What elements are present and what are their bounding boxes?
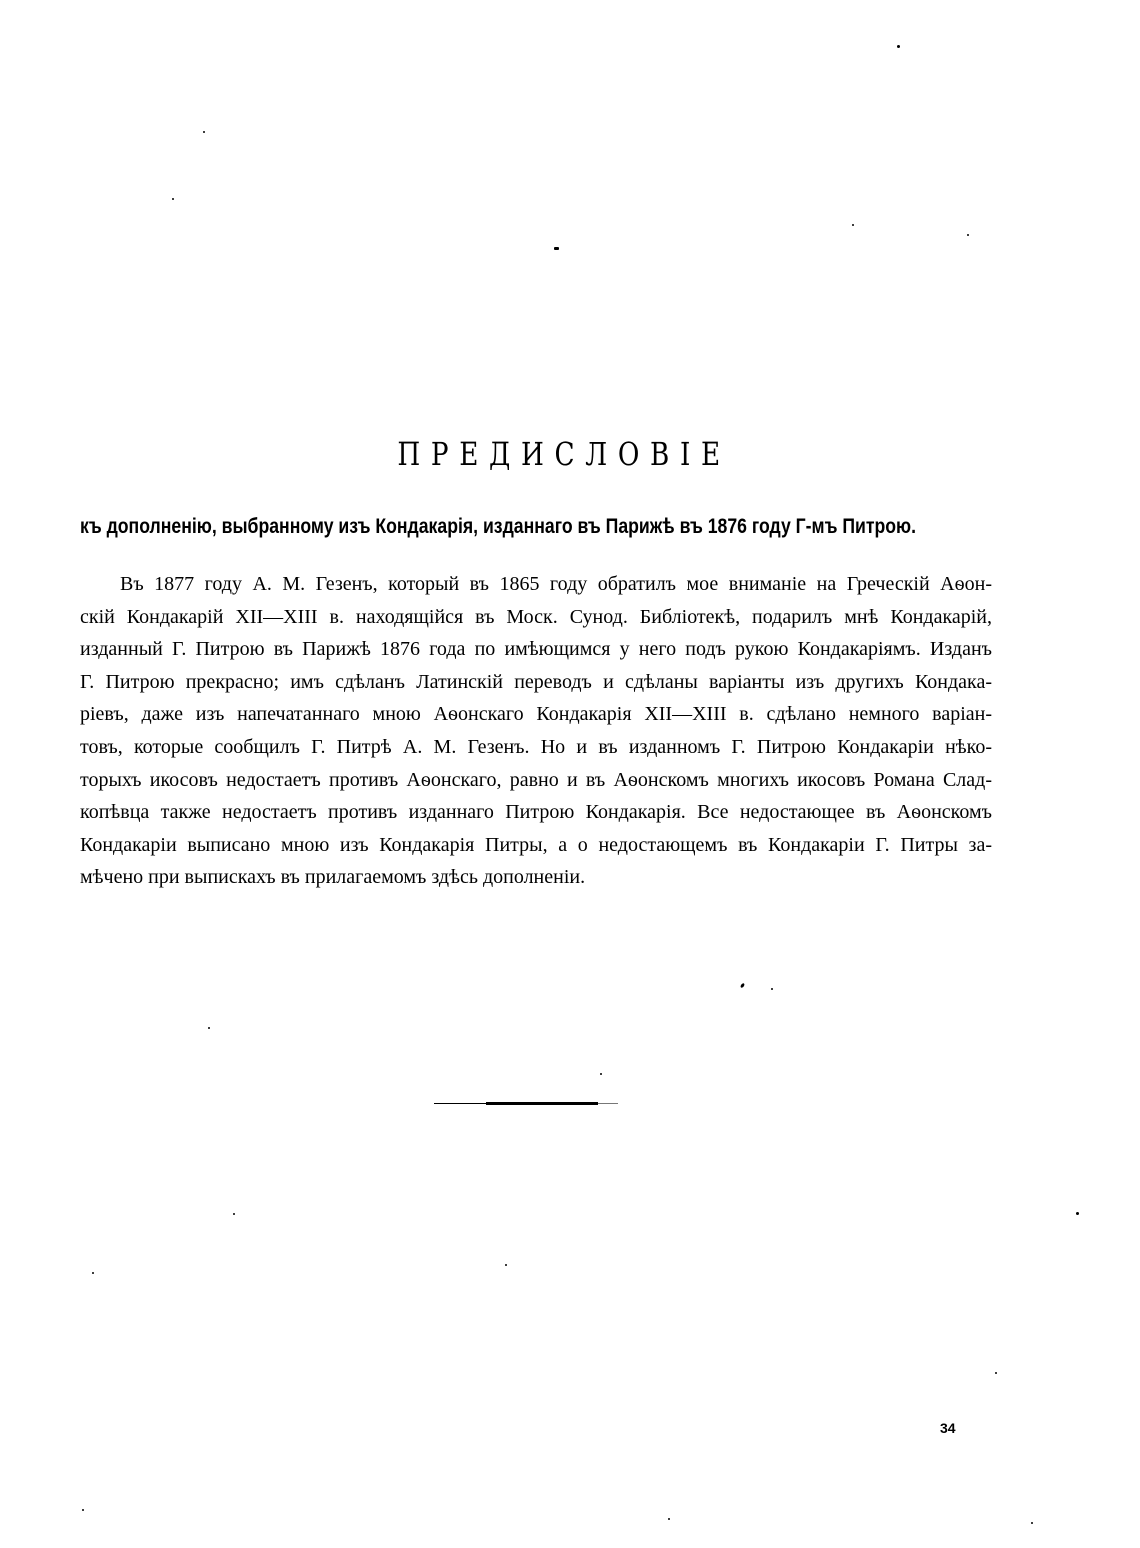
scan-speck [995, 1372, 997, 1374]
scan-speck [897, 45, 900, 48]
body-line: мѣчено при выпискахъ въ прилагаемомъ здѣсь дополненіи. [80, 866, 586, 889]
scan-speck [82, 1509, 84, 1511]
page-title: ПРЕДИСЛОВІЕ [397, 435, 731, 473]
scan-speck [668, 1518, 670, 1520]
scan-speck [600, 1073, 602, 1075]
body-line: ріевъ, даже изъ напечатаннаго мною Аѳонскаго Кондакарія XII—XIII в. сдѣлано немного варіан- [80, 703, 992, 726]
scan-speck [967, 234, 969, 236]
scan-speck [1076, 1212, 1079, 1215]
body-paragraph [80, 568, 992, 894]
page-number: 34 [940, 1420, 956, 1436]
scan-speck [771, 988, 773, 990]
body-line: скій Кондакарій XII—XIII в. находящійся въ Моск. Сунод. Библіотекѣ, подарилъ мнѣ Кондакарій, [80, 605, 992, 628]
body-line: товъ, которые сообщилъ Г. Питрѣ А. М. Гезенъ. Но и въ изданномъ Г. Питрою Кондакаріи нѣко- [80, 735, 992, 758]
scan-speck [740, 983, 745, 989]
scan-speck [554, 247, 559, 250]
scan-speck [852, 224, 854, 226]
divider-thin-segment [434, 1103, 486, 1104]
body-line: копѣвца также недостаетъ противъ изданнаго Питрою Кондакарія. Все недостающее въ Аѳонскомъ [80, 801, 992, 824]
scan-speck [233, 1213, 235, 1215]
scan-speck [203, 131, 205, 133]
scan-speck [172, 198, 174, 200]
body-line: Въ 1877 году А. М. Гезенъ, который въ 1865 году обратилъ мое вниманіе на Греческій Аѳон- [120, 573, 992, 595]
scan-speck [1031, 1522, 1033, 1524]
divider-thick-segment [486, 1102, 598, 1105]
body-line: торыхъ икосовъ недостаетъ противъ Аѳонскаго, равно и въ Аѳонскомъ многихъ икосовъ Романа Слад- [80, 768, 992, 791]
page-subtitle: къ дополненію, выбранному изъ Кондакарія, изданнаго въ Парижѣ въ 1876 году Г-мъ Питрою. [80, 515, 917, 538]
body-line: Кондакаріи выписано мною изъ Кондакарія Питры, а о недостающемъ въ Кондакаріи Г. Питры за- [80, 833, 992, 856]
scan-speck [505, 1264, 507, 1266]
body-line: Г. Питрою прекрасно; имъ сдѣланъ Латинскій переводъ и сдѣланы варіанты изъ другихъ Кондака- [80, 670, 992, 693]
body-line: изданный Г. Питрою въ Парижѣ 1876 года по имѣющимся у него подъ рукою Кондакаріямъ. Изданъ [80, 638, 992, 661]
divider-thin-segment [598, 1103, 618, 1104]
scan-speck [208, 1027, 210, 1029]
scan-speck [92, 1272, 94, 1274]
section-divider [434, 1102, 618, 1105]
